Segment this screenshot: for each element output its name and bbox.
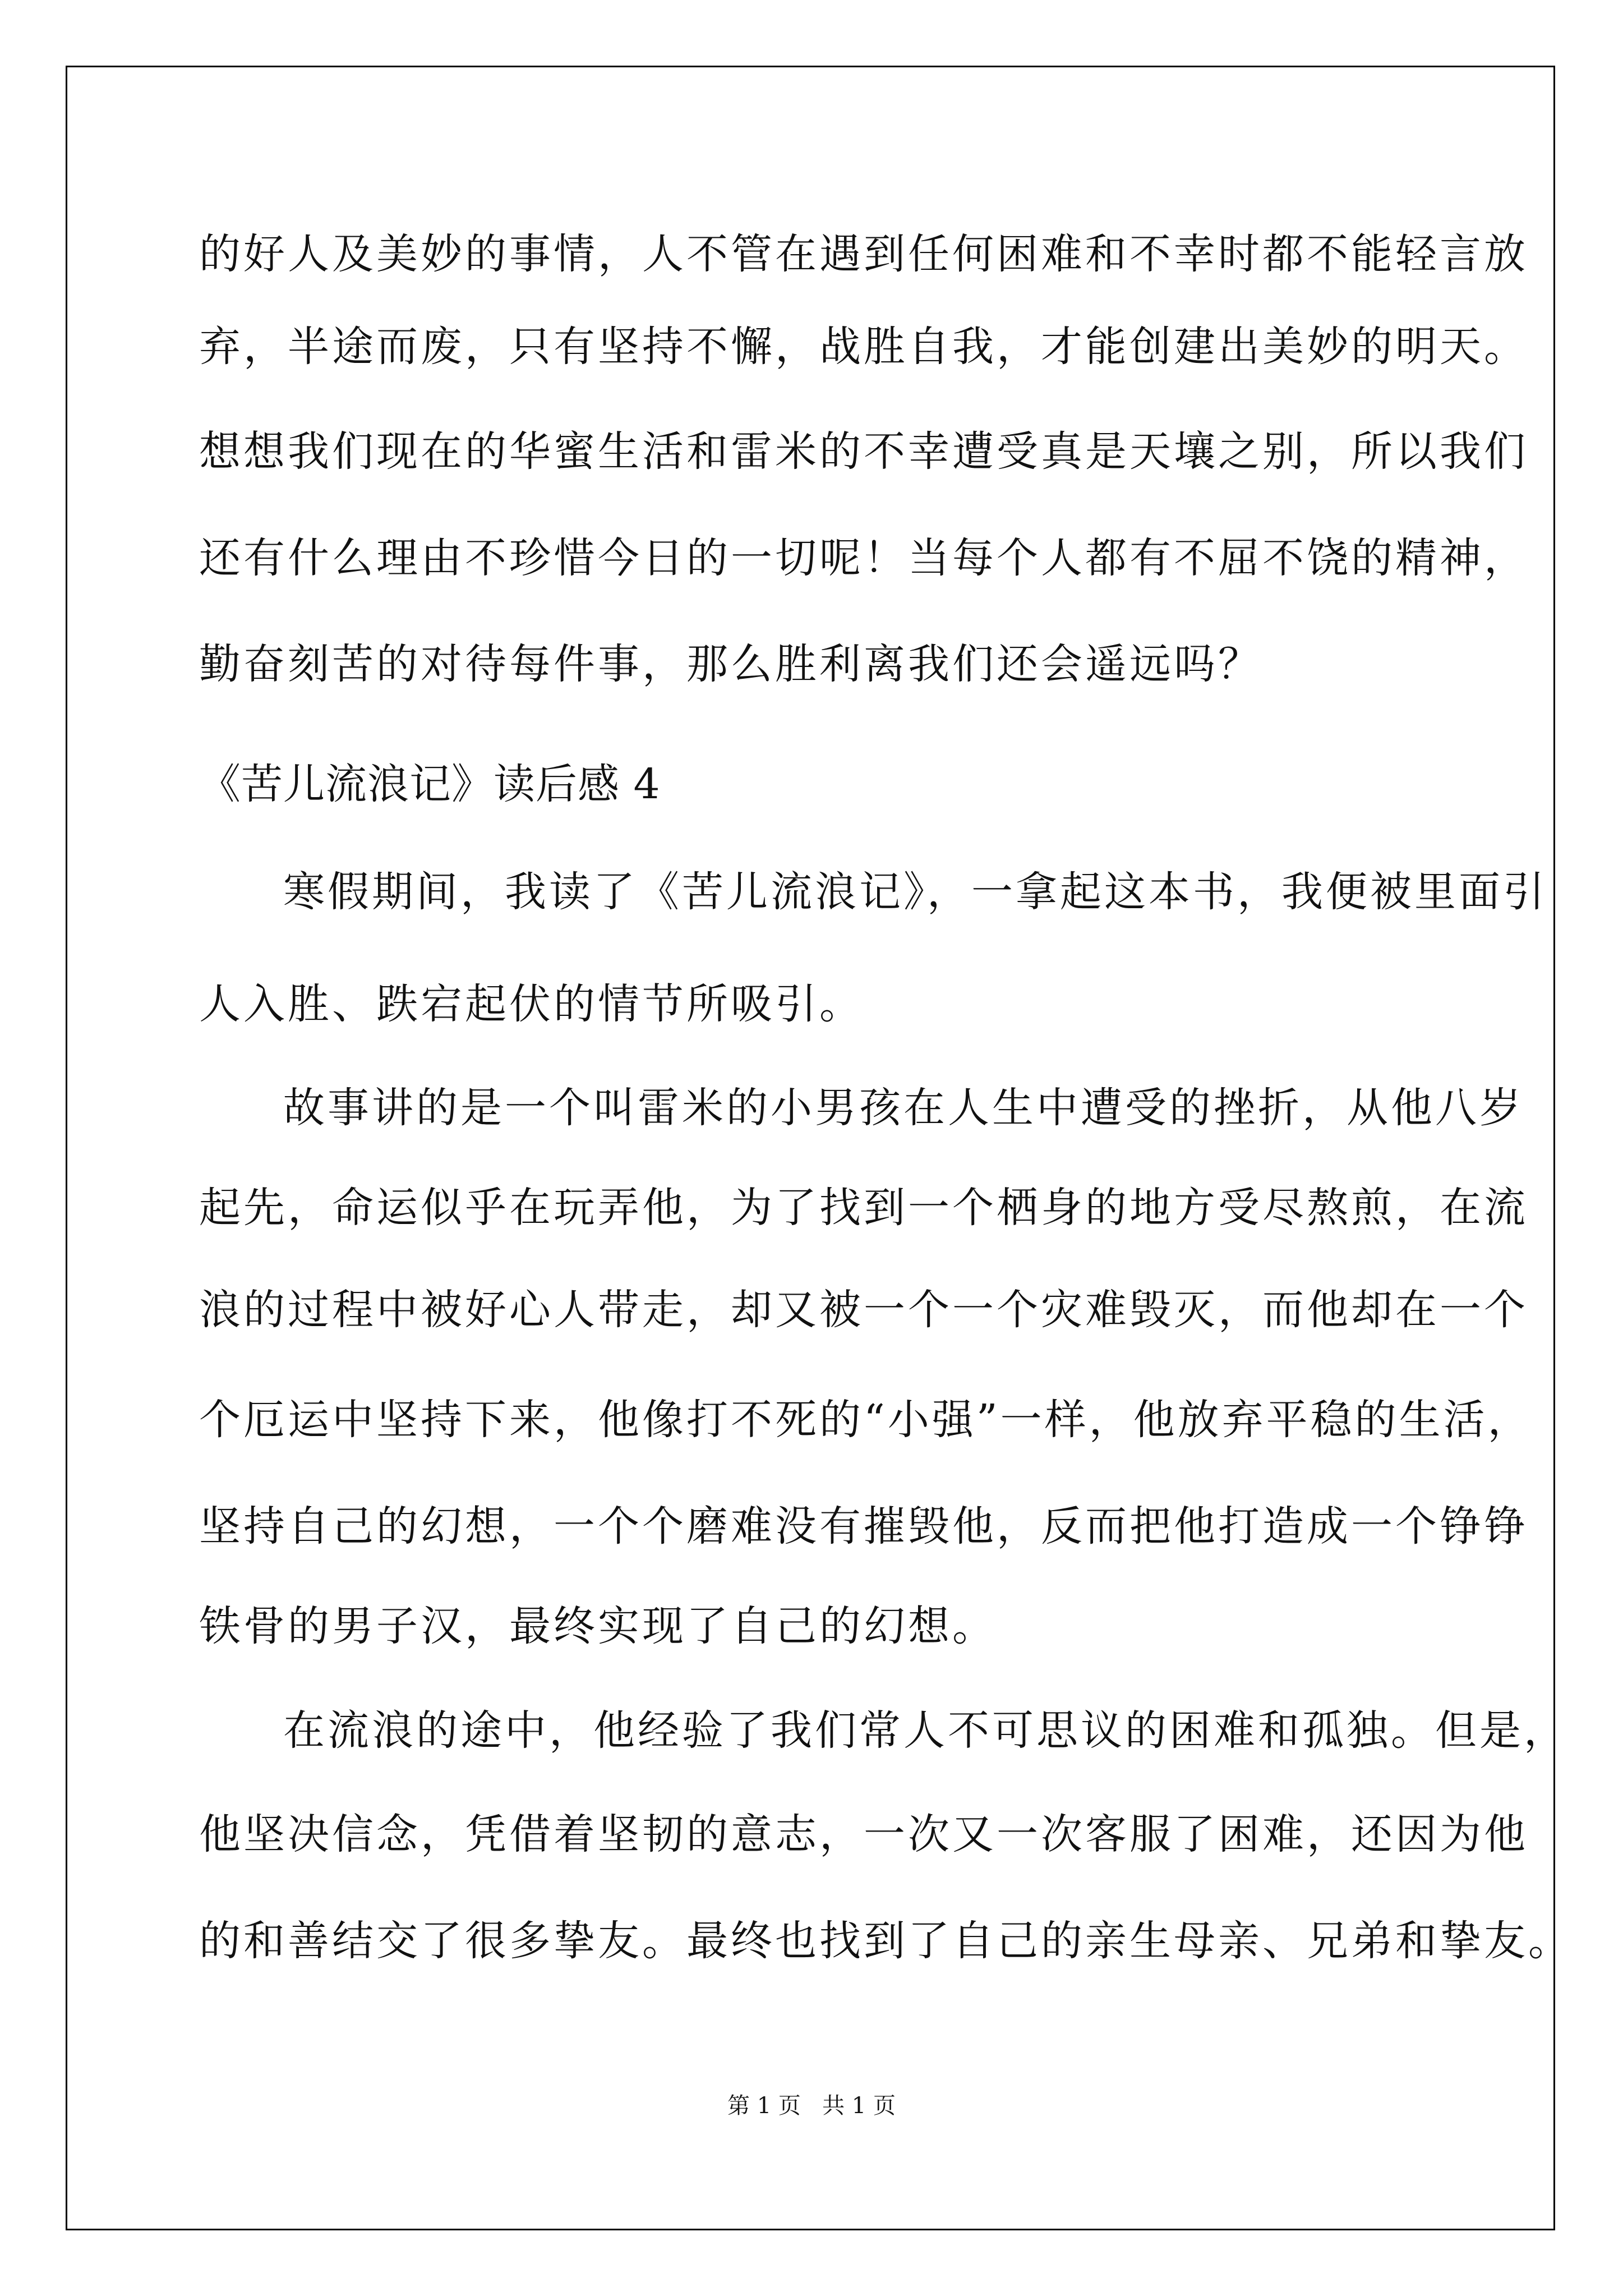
body-line: 铁骨的男子汉，最终实现了自己的幻想。 [199, 1602, 997, 1650]
body-line: 人入胜、跌宕起伏的情节所吸引。 [199, 980, 864, 1028]
body-line: 的好人及美妙的事情，人不管在遇到任何困难和不幸时都不能轻言放 [199, 230, 1528, 278]
paragraph-first-line: 故事讲的是一个叫雷米的小男孩在人生中遭受的挫折，从他八岁 [283, 1084, 1524, 1132]
paragraph-first-line: 寒假期间，我读了《苦儿流浪记》，一拿起这本书，我便被里面引 [283, 868, 1547, 916]
body-line: 弃，半途而废，只有坚持不懈，战胜自我，才能创建出美妙的明天。 [199, 323, 1528, 371]
page-border [66, 66, 1555, 2230]
section-heading: 《苦儿流浪记》读后感 4 [199, 760, 661, 808]
body-line: 的和善结交了很多挚友。最终也找到了自己的亲生母亲、兄弟和挚友。 [199, 1917, 1573, 1965]
page-footer: 第 1 页 共 1 页 [727, 2093, 896, 2119]
body-line: 勤奋刻苦的对待每件事，那么胜利离我们还会遥远吗？ [199, 640, 1262, 688]
body-line: 他坚决信念，凭借着坚韧的意志，一次又一次客服了困难，还因为他 [199, 1810, 1528, 1858]
body-line: 还有什么理由不珍惜今日的一切呢！当每个人都有不屈不饶的精神， [199, 534, 1528, 582]
body-line: 想想我们现在的华蜜生活和雷米的不幸遭受真是天壤之别，所以我们 [199, 427, 1528, 476]
body-line: 个厄运中坚持下来，他像打不死的“小强”一样，他放弃平稳的生活， [199, 1396, 1532, 1444]
body-line: 坚持自己的幻想，一个个磨难没有摧毁他，反而把他打造成一个铮铮 [199, 1502, 1528, 1550]
body-line: 起先，命运似乎在玩弄他，为了找到一个栖身的地方受尽熬煎，在流 [199, 1184, 1528, 1232]
body-line: 浪的过程中被好心人带走，却又被一个一个灾难毁灭，而他却在一个 [199, 1286, 1528, 1334]
paragraph-first-line: 在流浪的途中，他经验了我们常人不可思议的困难和孤独。但是， [283, 1706, 1568, 1755]
